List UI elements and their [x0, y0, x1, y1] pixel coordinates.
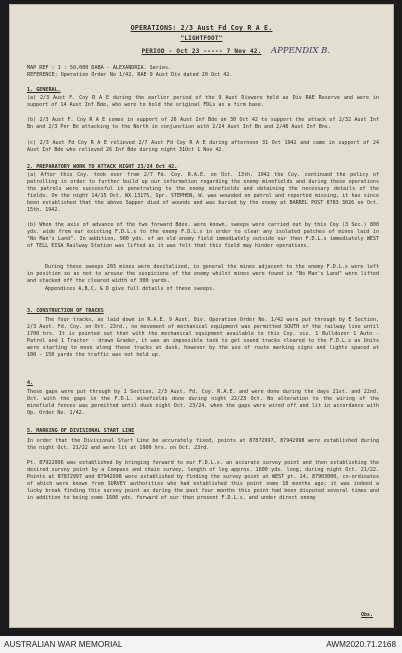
operation-codename: "LIGHTFOOT" — [180, 35, 223, 42]
paragraph-1a: (a) 2/3 Aust F. Coy R A E during the earlier period of the 9 Aust Divwere held as Div RAE Reserve and were in support of 14 Aust Inf Bde, who were to hold the original FDLs as a firm base. — [27, 95, 379, 109]
paragraph-2a: (a) After this Coy. took over from 2/7 Fd. Coy. R.A.E. on Oct. 13th. 1942 the Coy. continued the policy of patrolling in order to further build up our information regarding the enemy minefields and during these operations the patrols were successful in penetrating to the enemy minefields and obtaining the necessary details of the fields. On the night 14/15 Oct. WX.13175, Spr. STEPHEN, W. was wounded on patrol and reported missing, it has since been established that the above Sapper died of wounds and was buried by the enemy at BARREL POST 8783 3026 on Oct. 15th. 1942. — [27, 172, 379, 214]
paragraph-2b: (b) When the axis of advance of the two forward Bdes. were known, sweeps were carried out by this Coy (3 Sec.) 800 yds. wide from our existing F.D.L.s to the enemy F.D.L.s in order to clear any isolated patches of mines laid in "No Man's Land". In addition, 900 yds. of an old enemy field immediately outside our then F.D.L.s immediately WEST of TELL EISA Railway Station was lifted as it was felt that this field may hinder operations. — [27, 222, 379, 250]
appendix-note: APPENDIX B. — [271, 46, 331, 56]
section-2-heading: 2. PREPARATORY WORK TO ATTACK NIGHT 23/24 Oct 42. — [27, 164, 178, 170]
paragraph-5a: In order that the Divisional Start Line be accurately fixed, points at 87872997, 87942998 were established during the night Oct. 21/22 and were lit at 1900 hrs. on Oct. 23rd. — [27, 438, 379, 452]
paragraph-1c: (c) 2/3 Aust Fd Coy R A E relieved 2/7 Aust Fd Coy R A E during afternoon 31 Oct 1942 and came in support of 24 Aust Inf Bde who relieved 26 Inf Bde during night 31Oct 1 Nov 42. — [27, 140, 379, 154]
document-title: OPERATIONS: 2/3 Aust Fd Coy R A E. — [130, 24, 273, 32]
footer-institution: AUSTRALIAN WAR MEMORIAL — [4, 640, 123, 649]
paragraph-2d: Appendices A,B,C, & D give full details of these sweeps. — [45, 286, 216, 292]
paragraph-4a: These gaps were put through by 1 Section, 2/3 Aust. Fd. Coy. R.A.E. and were done during the days 21st. and 22nd. Oct. with the gaps in the F.D.L. minefields done during night 22/23 Oct. No alteration to the wiring of the minefield fences was permitted until dusk night Oct. 23/24. when the gaps were wired off and lit in accordance with Op. Order No. 1/42. — [27, 389, 379, 417]
map-reference: MAP REF : 1 : 50,000 DABA - ALEXANDRIA. Series. — [27, 65, 172, 71]
section-3-heading: 3. CONSTRUCTION OF TRACKS — [27, 308, 104, 314]
document-page — [9, 4, 394, 628]
paragraph-2c: During these sweeps 203 mines were devitalized, in general the mines adjacent to the enemy F.D.L.s were left in position so as not to arouse the suspicions of the enemy whilst mines were found in "No Man's Land" were lifted and stacked off the cleared width of 300 yards. — [27, 264, 379, 285]
reference-line: REFERENCE: Operation Order No 1/42, RAE 9 Aust Div dated 20 Oct 42. — [27, 72, 233, 78]
period-line: PERIOD - Oct 23 ----- 7 Nov 42. — [141, 48, 262, 55]
paragraph-5b: Pt. 87922996 was established by bringing forward to our F.D.L.s. an accurate survey point and then establishing the desired survey point by a Compass and chain survey, length of leg approx. 1600 yds. long, during night Oct. 21/22. Points at 87872997 and 87942998 were established by finding the survey point at WEST pt. 24, 87903000, co-ordinates of which were known from SURVEY authorities who had established this point some 18 months ago; it was indeed a lucky break finding this survey point as during the past four months this point had been disputed several times and in addition to being some 1600 yds. forward of our then present F.D.L.s. and under direct enemy — [27, 460, 379, 502]
section-5-heading: 5. MARKING OF DIVISIONAL START LINE — [27, 428, 135, 434]
section-1-heading: 1. GENERAL. — [27, 87, 61, 93]
section-4-heading: 4. — [27, 380, 34, 386]
footer-bar — [0, 636, 402, 653]
paragraph-1b: (b) 2/3 Aust F. Coy R A E comes in support of 26 Aust Inf Bde on 30 Oct 42 to support the attack of 2/32 Aust Inf Bn and 2/3 Pnr Bn attacking to the North in conjunction with 2/24 Aust Inf Bn and 2/48 Aust Inf Bns. — [27, 117, 379, 131]
footer-accession-number: AWM2020.71.2168 — [326, 640, 396, 649]
overtype-stamp: Obs. — [361, 612, 374, 618]
paragraph-3a: The four tracks, as laid down in R.A.E. 9 Aust. Div. Operation Order No. 1/42 were put through by E Section, 2/3 Aust. Fd. Coy. on Oct. 23rd., no movement of mechanical equipment was permitted SOUTH of the railway line until 1700 hrs. It is pointed out that with the mechanical equipment available to this Coy. viz. 1 Bulldozer 1 Auto - Patrol and 1 Tractor - drawn Grader, it was an impossible task to get sound tracks cleared to the F.D.L.s as Units were starting to move along these tracks at dusk, however by the use of route marking signs and lights spaced at 100 - 150 yards the traffic was not held up. — [27, 317, 379, 359]
